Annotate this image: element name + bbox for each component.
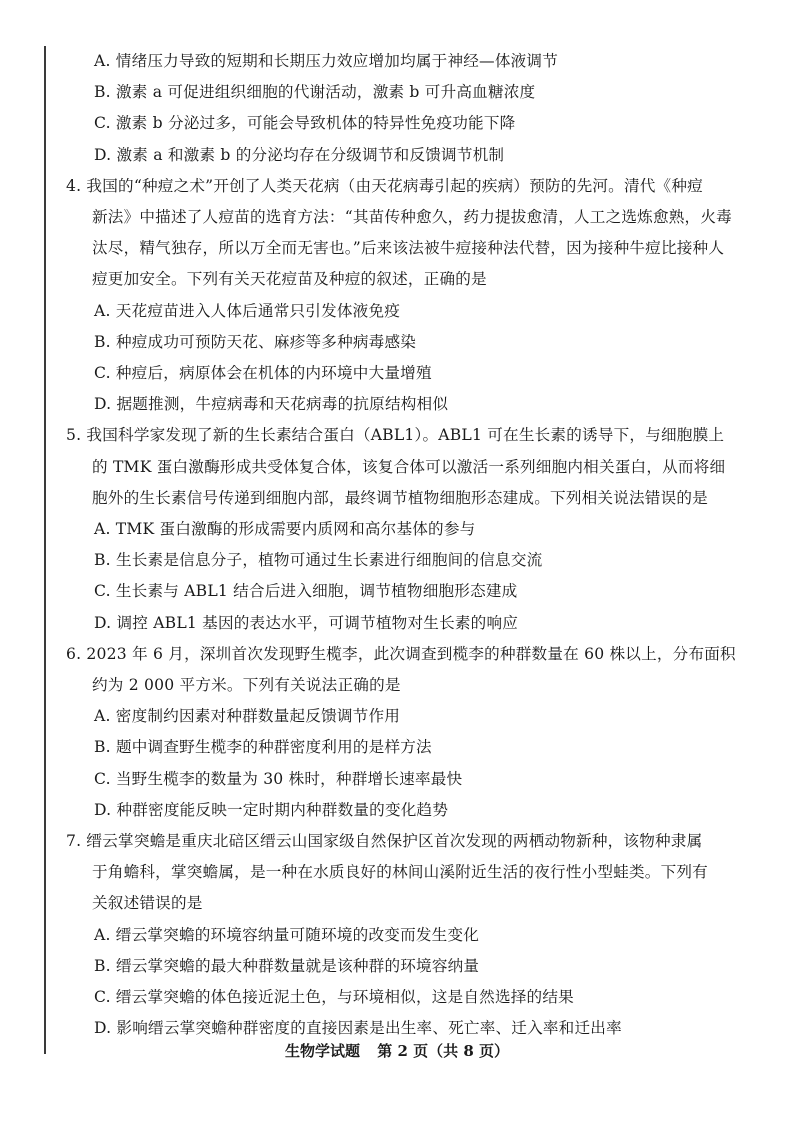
q5-option-c: C. 生长素与 ABL1 结合后进入细胞，调节植物细胞形态建成 (94, 582, 518, 601)
q4-stem-line-1: 4. 我国的“种痘之术”开创了人类天花病（由天花病毒引起的疾病）预防的先河。清代《种痘 (66, 176, 703, 195)
q4-stem-line-4: 痘更加安全。下列有关天花痘苗及种痘的叙述，正确的是 (92, 270, 487, 289)
exam-page-content (66, 46, 766, 1045)
q3-option-c: C. 激素 b 分泌过多，可能会导致机体的特异性免疫功能下降 (94, 114, 516, 133)
q6-option-a: A. 密度制约因素对种群数量起反馈调节作用 (94, 707, 401, 726)
margin-rule (44, 46, 46, 1054)
q7-stem-line-3: 关叙述错误的是 (92, 894, 203, 913)
q3-option-a: A. 情绪压力导致的短期和长期压力效应增加均属于神经—体液调节 (94, 52, 559, 70)
q6-stem-line-1: 6. 2023 年 6 月，深圳首次发现野生榄李，此次调查到榄李的种群数量在 60 株以上，分布面积 (66, 644, 736, 663)
q7-option-c: C. 缙云掌突蟾的体色接近泥土色，与环境相似，这是自然选择的结果 (94, 988, 574, 1007)
footer-page-number: 第 2 页（共 8 页） (377, 1042, 509, 1060)
q4-option-a: A. 天花痘苗进入人体后通常只引发体液免疫 (94, 301, 401, 320)
q3-option-d: D. 激素 a 和激素 b 的分泌均存在分级调节和反馈调节机制 (94, 145, 505, 164)
q5-option-a: A. TMK 蛋白激酶的形成需要内质网和高尔基体的参与 (94, 520, 476, 539)
q4-option-c: C. 种痘后，病原体会在机体的内环境中大量增殖 (94, 364, 432, 383)
question-5 (66, 420, 766, 638)
q6-option-c: C. 当野生榄李的数量为 30 株时，种群增长速率最快 (94, 769, 463, 788)
q5-option-b: B. 生长素是信息分子，植物可通过生长素进行细胞间的信息交流 (94, 551, 543, 570)
q4-option-b: B. 种痘成功可预防天花、麻疹等多种病毒感染 (94, 332, 417, 351)
q7-option-b: B. 缙云掌突蟾的最大种群数量就是该种群的环境容纳量 (94, 956, 480, 975)
q7-option-a: A. 缙云掌突蟾的环境容纳量可随环境的改变而发生变化 (94, 925, 480, 944)
q5-stem-line-2: 的 TMK 蛋白激酶形成共受体复合体，该复合体可以激活一系列细胞内相关蛋白，从而将细 (92, 457, 726, 476)
question-3-options (66, 46, 766, 171)
q7-stem-line-2: 于角蟾科，掌突蟾属，是一种在水质良好的林间山溪附近生活的夜行性小型蛙类。下列有 (92, 863, 708, 882)
q5-stem-line-3: 胞外的生长素信号传递到细胞内部，最终调节植物细胞形态建成。下列相关说法错误的是 (92, 488, 708, 507)
q6-option-b: B. 题中调查野生榄李的种群密度利用的是样方法 (94, 738, 432, 757)
q3-option-b: B. 激素 a 可促进组织细胞的代谢活动，激素 b 可升高血糖浓度 (94, 83, 536, 102)
q7-option-d: D. 影响缙云掌突蟾种群密度的直接因素是出生率、死亡率、迁入率和迁出率 (94, 1019, 622, 1038)
question-6 (66, 639, 766, 826)
q7-stem-line-1: 7. 缙云掌突蟾是重庆北碚区缙云山国家级自然保护区首次发现的两栖动物新种，该物种隶属 (66, 832, 703, 851)
page-footer (0, 1040, 794, 1061)
q6-option-d: D. 种群密度能反映一定时期内种群数量的变化趋势 (94, 800, 449, 819)
q4-stem-line-3: 汰尽，精气独存，所以万全而无害也。”后来该法被牛痘接种法代替，因为接种牛痘比接种人 (92, 239, 725, 258)
q4-option-d: D. 据题推测，牛痘病毒和天花病毒的抗原结构相似 (94, 395, 449, 414)
q4-stem-line-2: 新法》中描述了人痘苗的选育方法：“其苗传种愈久，药力提拔愈清，人工之选炼愈熟，火毒 (92, 208, 732, 227)
footer-subject: 生物学试题 (284, 1042, 360, 1060)
q6-stem-line-2: 约为 2 000 平方米。下列有关说法正确的是 (92, 676, 401, 695)
question-4 (66, 171, 766, 421)
question-7 (66, 826, 766, 1044)
q5-stem-line-1: 5. 我国科学家发现了新的生长素结合蛋白（ABL1）。ABL1 可在生长素的诱导下，与细胞膜上 (66, 426, 725, 445)
q5-option-d: D. 调控 ABL1 基因的表达水平，可调节植物对生长素的响应 (94, 613, 519, 632)
